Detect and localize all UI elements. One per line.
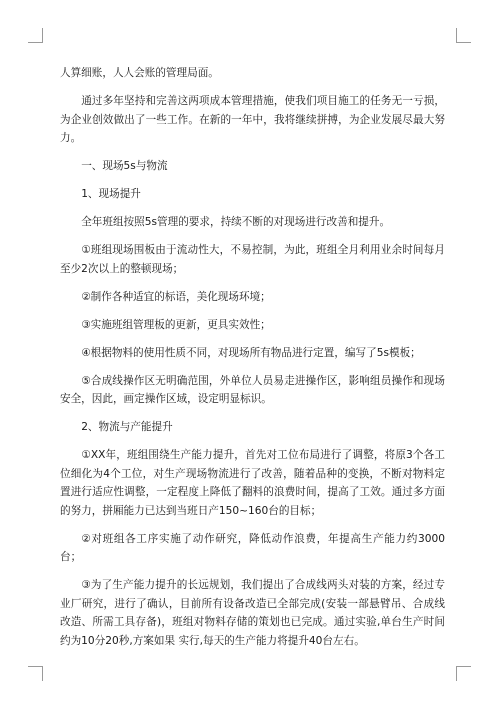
subsection-heading-site-improvement: 1、现场提升 [81, 188, 141, 200]
section-heading-5s-logistics: 一、现场5s与物流 [81, 160, 168, 172]
capacity-item-3: ③为了生产能力提升的长远规划，我们提出了合成线两头对装的方案，经过专业厂研究，进行了确认，目前所有设备改造已全部完成(安装一部悬臂吊、合成线改造、所需工具存备)，班组对物料存储的策划也已完成。通过实验,单台生产时间约为10分20秒,方案如果 实行,每天的生产能力将提升40台左右。 [60, 579, 445, 647]
paragraph-summary: 通过多年坚持和完善这两项成本管理措施，使我们项目施工的任务无一亏损，为企业创效做出了一些工作。在新的一年中，我将继续拼搏，为企业发展尽最大努力。 [60, 95, 445, 144]
crop-mark-top-right [456, 28, 471, 43]
crop-mark-top-left [28, 28, 43, 43]
list-item-2: ②制作各种适宜的标语，美化现场环境； [81, 290, 271, 303]
subsection-heading-logistics-capacity: 2、物流与产能提升 [81, 421, 173, 433]
list-item-1: ①班组现场围板由于流动性大，不易控制，为此，班组全月利用业余时间每月至少2次以上的整顿现场； [60, 244, 445, 275]
document-body [60, 64, 445, 660]
paragraph-5s-intro: 全年班组按照5s管理的要求，持续不断的对现场进行改善和提升。 [81, 216, 391, 228]
crop-mark-bottom-left [28, 666, 43, 681]
capacity-item-2: ②对班组各工序实施了动作研究，降低动作浪费，年提高生产能力约3000台； [60, 532, 445, 563]
capacity-item-1: ①XX年，班组围绕生产能力提升，首先对工位布局进行了调整，将原3个各工位细化为4个工位，对生产现场物流进行了改善，随着品种的变换，不断对物料定置进行适应性调整，一定程度上降低了翻料的浪费时间，提高了工效。通过多方面的努力，拼厢能力已达到当班日产150~160台的目标； [60, 449, 445, 517]
paragraph-continuation: 人算细账，人人会账的管理局面。 [60, 67, 219, 79]
crop-mark-bottom-right [456, 666, 471, 681]
list-item-4: ④根据物料的使用性质不同，对现场所有物品进行定置，编写了5s模板； [81, 346, 421, 359]
list-item-3: ③实施班组管理板的更新，更具实效性； [81, 318, 271, 331]
list-item-5: ⑤合成线操作区无明确范围，外单位人员易走进操作区，影响组员操作和现场安全，因此，画定操作区域，设定明显标识。 [60, 374, 445, 405]
